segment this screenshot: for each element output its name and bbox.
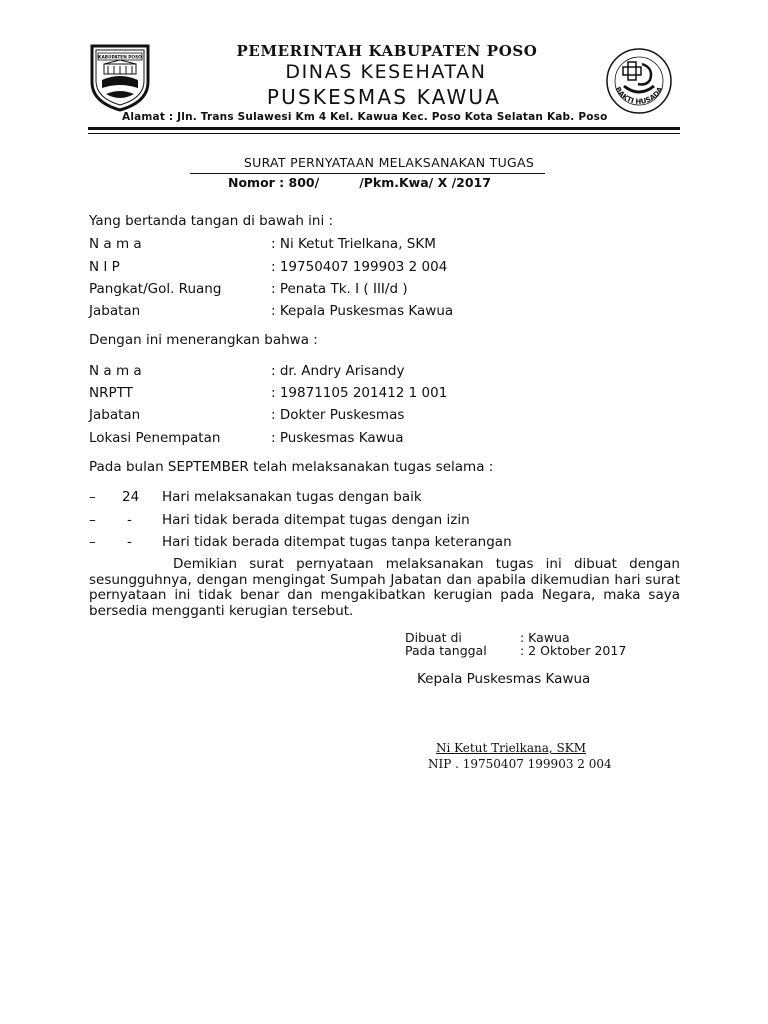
right-logo-text: BAKTI HUSADA xyxy=(613,85,665,106)
subject-name-value: : dr. Andry Arisandy xyxy=(271,363,405,379)
signer-nip-value: : 19750407 199903 2 004 xyxy=(271,259,448,275)
letter-title: SURAT PERNYATAAN MELAKSANAKAN TUGAS xyxy=(243,155,535,170)
duty-count: 24 xyxy=(122,489,140,505)
letter-number-prefix: Nomor : 800/ xyxy=(228,175,320,190)
header-rule-thick xyxy=(88,127,680,130)
period-line: Pada bulan SEPTEMBER telah melaksanakan tugas selama : xyxy=(89,459,494,475)
subject-name-label: N a m a xyxy=(89,363,142,379)
subject-location-label: Lokasi Penempatan xyxy=(89,430,221,446)
subject-nrptt-label: NRPTT xyxy=(89,385,133,401)
subject-location-value: : Puskesmas Kawua xyxy=(271,430,404,446)
duty-count: - xyxy=(127,512,132,528)
government-line: PEMERINTAH KABUPATEN POSO xyxy=(236,42,538,60)
signer-name-value: : Ni Ketut Trielkana, SKM xyxy=(271,236,436,252)
duty-text: Hari tidak berada ditempat tugas dengan izin xyxy=(162,512,470,528)
office-line: PUSKESMAS KAWUA xyxy=(266,85,502,109)
signer-intro: Yang bertanda tangan di bawah ini : xyxy=(89,213,334,229)
subject-nrptt-value: : 19871105 201412 1 001 xyxy=(271,385,448,401)
closing-paragraph-text: Demikian surat pernyataan melaksanakan tugas ini dibuat dengan sesungguhnya, dengan mengingat Sumpah Jabatan dan apabila dikemudian hari surat pernyataan ini tidak benar dan mengakibatkan kerugian pada Negara, maka saya bersedia mengganti kerugian tersebut. xyxy=(89,556,680,619)
letter-number-suffix: /Pkm.Kwa/ X /2017 xyxy=(359,175,491,190)
signer-rank-value: : Penata Tk. I ( III/d ) xyxy=(271,281,408,297)
signer-name: Ni Ketut Trielkana, SKM xyxy=(436,741,587,755)
signer-nip: NIP . 19750407 199903 2 004 xyxy=(428,757,612,771)
signer-position-title: Kepala Puskesmas Kawua xyxy=(417,671,591,687)
duty-text: Hari melaksanakan tugas dengan baik xyxy=(162,489,422,505)
signer-nip-label: N I P xyxy=(89,259,120,275)
closing-paragraph xyxy=(89,557,680,619)
department-line: DINAS KESEHATAN xyxy=(285,61,487,83)
subject-position-label: Jabatan xyxy=(89,407,141,423)
date-value: : 2 Oktober 2017 xyxy=(520,643,627,658)
subject-position-value: : Dokter Puskesmas xyxy=(271,407,405,423)
duty-dash: – xyxy=(89,489,96,505)
duty-count: - xyxy=(127,534,132,550)
date-label: Pada tanggal xyxy=(405,643,487,658)
address-line: Alamat : Jln. Trans Sulawesi Km 4 Kel. Kawua Kec. Poso Kota Selatan Kab. Poso xyxy=(122,111,608,123)
left-logo-text: KABUPATEN POSO xyxy=(98,55,142,61)
letter-number xyxy=(228,175,491,190)
signer-rank-label: Pangkat/Gol. Ruang xyxy=(89,281,222,297)
title-rule xyxy=(190,173,545,174)
signer-position-value: : Kepala Puskesmas Kawua xyxy=(271,303,454,319)
signer-name-label: N a m a xyxy=(89,236,142,252)
header-rule-thin xyxy=(88,133,680,134)
duty-dash: – xyxy=(89,512,96,528)
duty-text: Hari tidak berada ditempat tugas tanpa keterangan xyxy=(162,534,512,550)
signer-position-label: Jabatan xyxy=(89,303,141,319)
place-value: : Kawua xyxy=(520,630,570,645)
subject-intro: Dengan ini menerangkan bahwa : xyxy=(89,332,318,348)
place-label: Dibuat di xyxy=(405,630,462,645)
duty-dash: – xyxy=(89,534,96,550)
